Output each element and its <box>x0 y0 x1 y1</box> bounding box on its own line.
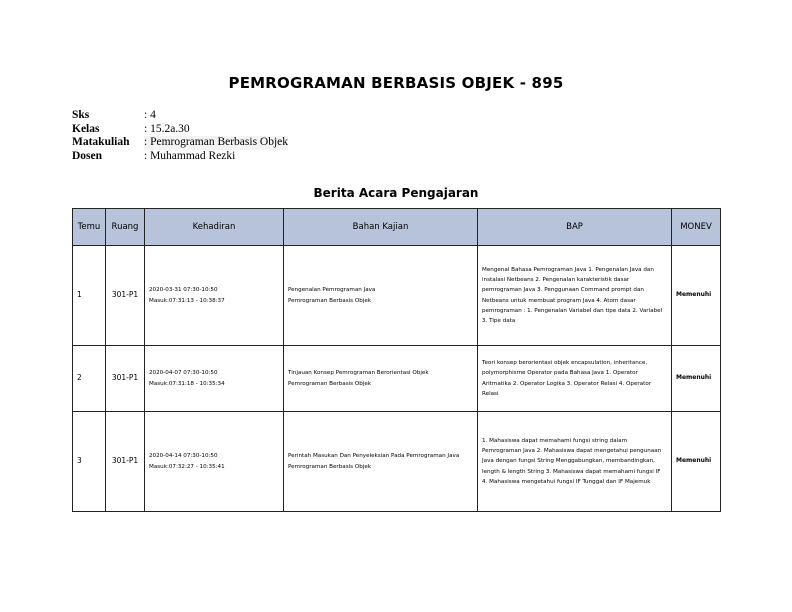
cell-kehadiran <box>145 246 284 346</box>
bahan-course: Pemrograman Berbasis Objek <box>288 380 372 387</box>
cell-temu: 1 <box>73 246 106 346</box>
cell-kehadiran <box>145 346 284 412</box>
cell-monev: Memenuhi <box>672 246 721 346</box>
kehadiran-checkin: Masuk:07:31:18 - 10:35:34 <box>149 380 225 387</box>
kehadiran-schedule: 2020-04-14 07:30-10:50 <box>149 453 218 460</box>
cell-bap: Teori konsep berorientasi objek encapsulation, inheritance, polymorphisme Operator pada Bahasa Java 1. Operator Aritmatika 2. Operator Logika 3. Operator Relasi 4. Operator Relasi <box>478 346 672 412</box>
kehadiran-checkin: Masuk:07:32:27 - 10:35:41 <box>149 463 225 470</box>
info-row-dosen <box>72 150 288 164</box>
kehadiran-schedule: 2020-03-31 07:30-10:50 <box>149 287 218 294</box>
info-value: : Muhammad Rezki <box>144 149 236 162</box>
info-value: : Pemrograman Berbasis Objek <box>144 136 289 149</box>
table-row <box>73 346 721 412</box>
bahan-topic: Perintah Masukan Dan Penyeleksian Pada Pemrograman Java <box>288 453 460 460</box>
cell-ruang: 301-P1 <box>106 246 145 346</box>
cell-ruang: 301-P1 <box>106 412 145 512</box>
bahan-course: Pemrograman Berbasis Objek <box>288 463 372 470</box>
info-row-matakuliah <box>72 136 288 150</box>
cell-kehadiran <box>145 412 284 512</box>
cell-bap: 1. Mahasiswa dapat memahami fungsi string dalam Pemrograman Java 2. Mahasiswa dapat mengetahui pengunaan Java dengan fungsi String Menggabungkan, membandingkan, length & length String 3. Mahasiswa dapat memahami fungsi IF 4. Mahasiswa mengetahui fungsi IF Tunggal dan IF Majemuk <box>478 412 672 512</box>
header-bap: BAP <box>478 209 672 246</box>
info-label: Matakuliah <box>72 136 130 149</box>
teaching-record-table <box>72 208 721 512</box>
header-temu: Temu <box>73 209 106 246</box>
cell-bahan-kajian <box>284 246 478 346</box>
cell-bahan-kajian <box>284 412 478 512</box>
cell-temu: 2 <box>73 346 106 412</box>
cell-temu: 3 <box>73 412 106 512</box>
header-kehadiran: Kehadiran <box>145 209 284 246</box>
course-info <box>72 109 288 163</box>
header-ruang: Ruang <box>106 209 145 246</box>
cell-bap: Mengenal Bahasa Pemrograman Java 1. Pengenalan Java dan instalasi Netbeans 2. Pengenalan karakteristik dasar pemrograman Java 3. Penggunaan Command prompt dan Netbeans untuk membuat program Java 4. Atom dasar pemrograman : 1. Pengenalan Variabel dan tipe data 2. Variabel 3. Tipe data <box>478 246 672 346</box>
cell-bahan-kajian <box>284 346 478 412</box>
document-title: PEMROGRAMAN BERBASIS OBJEK - 895 <box>228 74 564 92</box>
table-header-row <box>73 209 721 246</box>
info-label: Sks <box>72 109 90 121</box>
info-value: : 4 <box>144 109 156 121</box>
header-bahan-kajian: Bahan Kajian <box>284 209 478 246</box>
info-row-kelas <box>72 123 288 137</box>
table-row <box>73 412 721 512</box>
section-subtitle: Berita Acara Pengajaran <box>313 186 479 200</box>
kehadiran-schedule: 2020-04-07 07:30-10:50 <box>149 370 218 377</box>
kehadiran-checkin: Masuk:07:31:13 - 10:38:37 <box>149 297 225 304</box>
cell-ruang: 301-P1 <box>106 346 145 412</box>
info-label: Dosen <box>72 149 103 162</box>
info-row-sks <box>72 109 288 123</box>
bahan-topic: Tinjauan Konsep Pemrograman Berorientasi Objek <box>288 370 429 377</box>
bahan-course: Pemrograman Berbasis Objek <box>288 297 372 304</box>
header-monev: MONEV <box>672 209 721 246</box>
cell-monev: Memenuhi <box>672 412 721 512</box>
info-label: Kelas <box>72 122 100 135</box>
table-row <box>73 246 721 346</box>
cell-monev: Memenuhi <box>672 346 721 412</box>
info-value: : 15.2a.30 <box>144 122 190 135</box>
bahan-topic: Pengenalan Pemrograman Java <box>288 287 376 294</box>
